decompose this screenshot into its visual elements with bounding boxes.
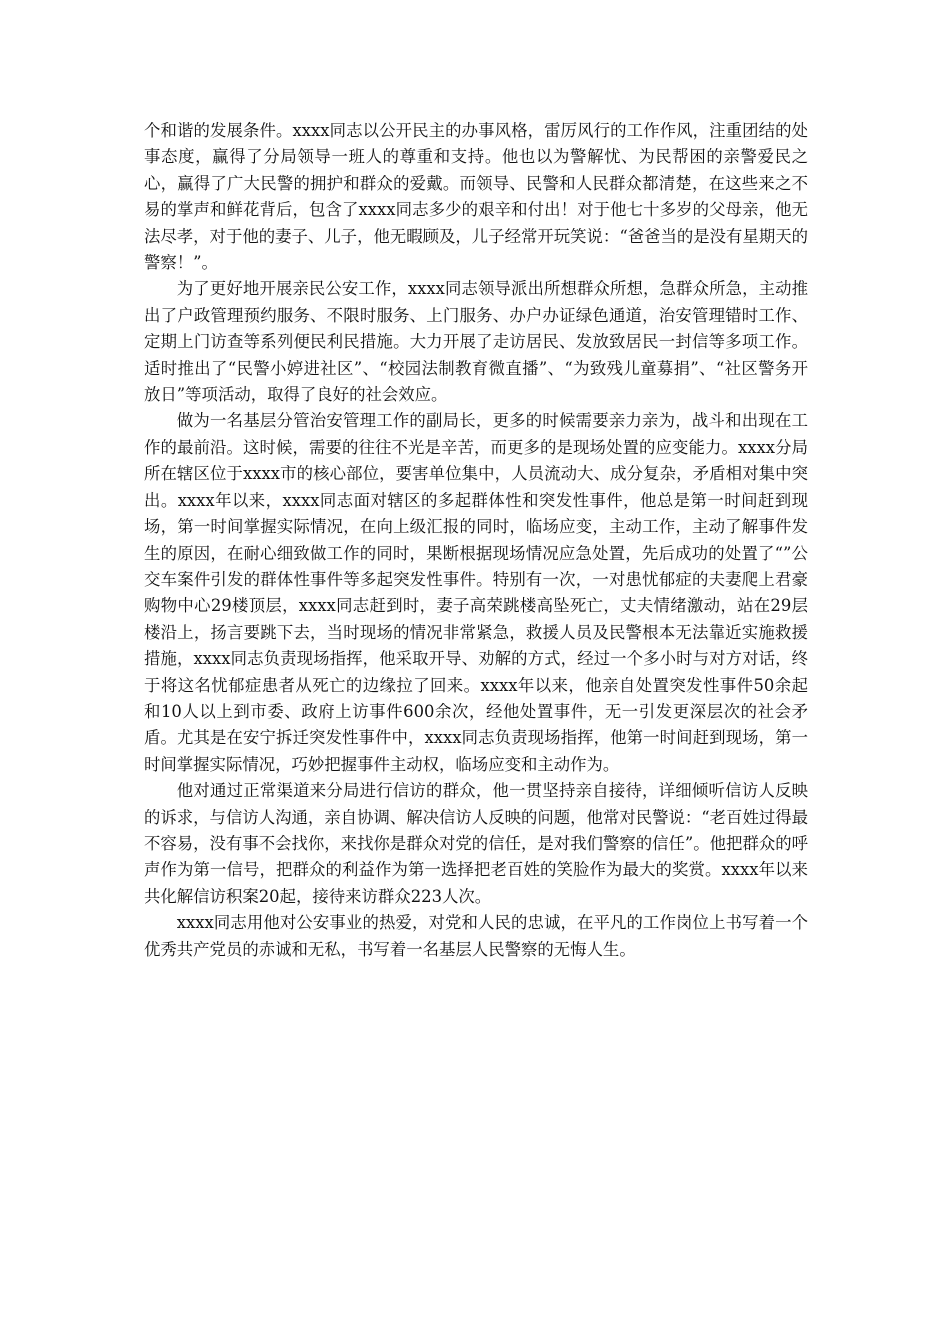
document-body bbox=[144, 118, 808, 963]
paragraph-1: 个和谐的发展条件。xxxx同志以公开民主的办事风格，雷厉风行的工作作风，注重团结的处事态度，赢得了分局领导一班人的尊重和支持。他也以为警解忧、为民帮困的亲警爱民之心，赢得了广大民警的拥护和群众的爱戴。而领导、民警和人民群众都清楚，在这些来之不易的掌声和鲜花背后，包含了xxxx同志多少的艰辛和付出！对于他七十多岁的父母亲，他无法尽孝，对于他的妻子、儿子，他无暇顾及，儿子经常开玩笑说：“爸爸当的是没有星期天的警察！”。 bbox=[144, 121, 809, 273]
paragraph-3: 做为一名基层分管治安管理工作的副局长，更多的时候需要亲力亲为，战斗和出现在工作的最前沿。这时候，需要的往往不光是辛苦，而更多的是现场处置的应变能力。xxxx分局所在辖区位于xxxx市的核心部位，要害单位集中，人员流动大、成分复杂，矛盾相对集中突出。xxxx年以来，xxxx同志面对辖区的多起群体性和突发性事件，他总是第一时间赶到现场，第一时间掌握实际情况，在向上级汇报的同时，临场应变，主动工作，主动了解事件发生的原因，在耐心细致做工作的同时，果断根据现场情况应急处置，先后成功的处置了“”公交车案件引发的群体性事件等多起突发性事件。特别有一次，一对患忧郁症的夫妻爬上君豪购物中心29楼顶层，xxxx同志赶到时，妻子高荣跳楼高坠死亡，丈夫情绪激动，站在29层楼沿上，扬言要跳下去，当时现场的情况非常紧急，救援人员及民警根本无法靠近实施救援措施，xxxx同志负责现场指挥，他采取开导、劝解的方式，经过一个多小时与对方对话，终于将这名忧郁症患者从死亡的边缘拉了回来。xxxx年以来，他亲自处置突发性事件50余起和10人以上到市委、政府上访事件600余次，经他处置事件，无一引发更深层次的社会矛盾。尤其是在安宁拆迁突发性事件中，xxxx同志负责现场指挥，他第一时间赶到现场，第一时间掌握实际情况，巧妙把握事件主动权，临场应变和主动作为。 bbox=[144, 411, 808, 774]
paragraph-4: 他对通过正常渠道来分局进行信访的群众，他一贯坚持亲自接待，详细倾听信访人反映的诉求，与信访人沟通，亲自协调、解决信访人反映的问题，他常对民警说：“老百姓过得最不容易，没有事不会找你，来找你是群众对党的信任，是对我们警察的信任”。他把群众的呼声作为第一信号，把群众的利益作为第一选择把老百姓的笑脸作为最大的奖赏。xxxx年以来共化解信访积案20起，接待来访群众223人次。 bbox=[144, 781, 809, 906]
paragraph-5: xxxx同志用他对公安事业的热爱，对党和人民的忠诚，在平凡的工作岗位上书写着一个优秀共产党员的赤诚和无私，书写着一名基层人民警察的无悔人生。 bbox=[144, 913, 808, 959]
paragraph-2: 为了更好地开展亲民公安工作，xxxx同志领导派出所想群众所想，急群众所急，主动推出了户政管理预约服务、不限时服务、上门服务、办户办证绿色通道，治安管理错时工作、定期上门访查等系列便民利民措施。大力开展了走访居民、发放致居民一封信等多项工作。适时推出了“民警小婷进社区”、“校园法制教育微直播”、“为致残儿童募捐”、“社区警务开放日”等项活动，取得了良好的社会效应。 bbox=[144, 279, 808, 405]
